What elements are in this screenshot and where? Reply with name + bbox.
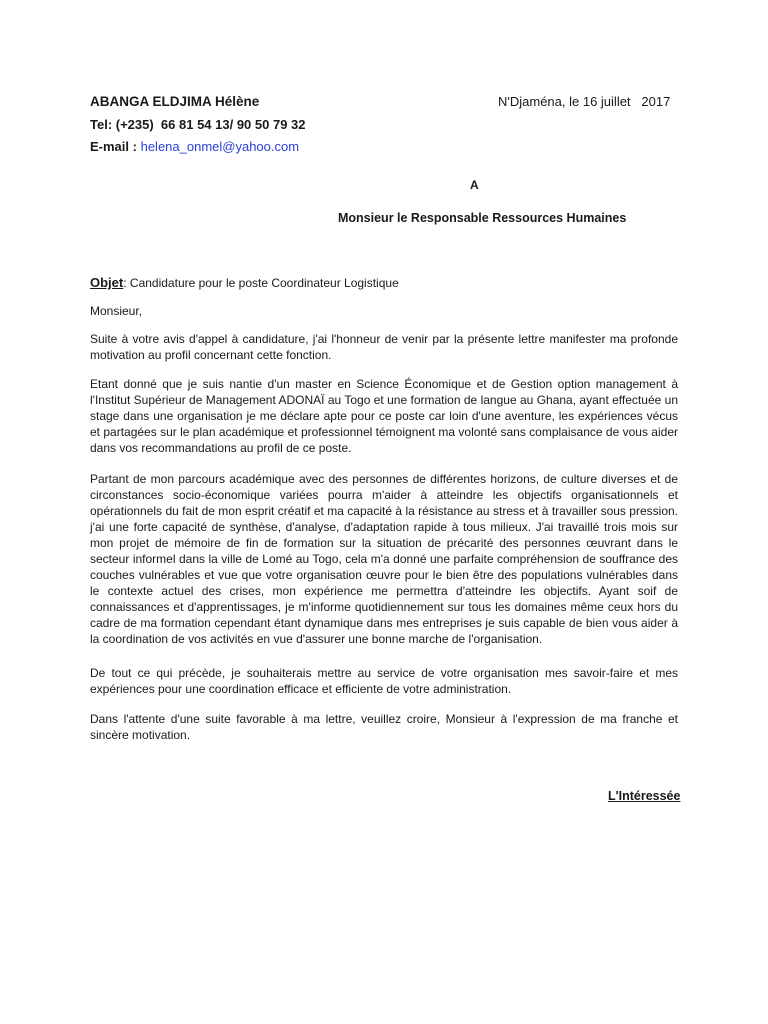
email-link[interactable]: helena_onmel@yahoo.com (140, 139, 300, 154)
sender-tel: Tel: (+235) 66 81 54 13/ 90 50 79 32 (90, 117, 306, 132)
subject-line (90, 275, 678, 291)
sender-email (90, 139, 299, 154)
subject-text: : Candidature pour le poste Coordinateur Logistique (123, 276, 399, 290)
recipient-prefix: A (470, 178, 479, 192)
paragraph-offer: De tout ce qui précède, je souhaiterais mettre au service de votre organisation mes savoir-faire et mes expériences pour une coordination efficace et efficiente de votre administration. (90, 666, 678, 696)
paragraph-education: Etant donné que je suis nantie d'un master en Science Économique et de Gestion option management à l'Institut Supérieur de Management ADONAÏ au Togo et une formation de langue au Ghana, ayant effectuée un stage dans une organisation je me déclare apte pour ce poste car loin d'une aventure, les expériences vécus et partagées sur le plan académique et professionnel témoignent ma volonté sans complaisance de vous aider dans vos recommandations au profil de ce poste. (90, 377, 678, 455)
paragraph-experience: Partant de mon parcours académique avec des personnes de différentes horizons, de culture diverses et de circonstances socio-économique variées pourra m'aider à atteindre les objectifs organisationnels et opérationnels du fait de mon esprit créatif et ma capacité à la résistance au stress et à travailler sous pression. j'ai une forte capacité de synthèse, d'analyse, d'adaptation rapide à tous milieux. J'ai travaillé trois mois sur mon projet de mémoire de fin de formation sur la situation de précarité des personnes œuvrant dans le secteur informel dans la ville de Lomé au Togo, cela m'a donné une parfaite compréhension de souffrance des couches vulnérables et vue que votre organisation œuvre pour le bien être des populations vulnérables dans le contexte actuel des crises, mon expérience me permettra d'atteindre les objectifs. Ayant soif de connaissances et d'apprentissages, je m'informe quotidiennement sur tous les domaines même ceux hors du cadre de ma formation cependant étant dynamique dans mes entreprises je suis capable de bien vous aider à la coordination de vos activités en vue d'assurer une bonne marche de l'organisation. (90, 472, 678, 646)
subject-label: Objet (90, 275, 124, 290)
signature: L'Intéressée (608, 789, 681, 803)
sender-name: ABANGA ELDJIMA Hélène (90, 94, 260, 109)
recipient-title: Monsieur le Responsable Ressources Humaines (338, 211, 627, 225)
email-label: E-mail : (90, 139, 137, 154)
salutation: Monsieur, (90, 304, 143, 318)
paragraph-closing: Dans l'attente d'une suite favorable à ma lettre, veuillez croire, Monsieur à l'expression de ma franche et sincère motivation. (90, 712, 678, 742)
place-date: N'Djaména, le 16 juillet 2017 (498, 94, 671, 109)
paragraph-intro: Suite à votre avis d'appel à candidature, j'ai l'honneur de venir par la présente lettre manifester ma profonde motivation au profil concernant cette fonction. (90, 332, 678, 362)
